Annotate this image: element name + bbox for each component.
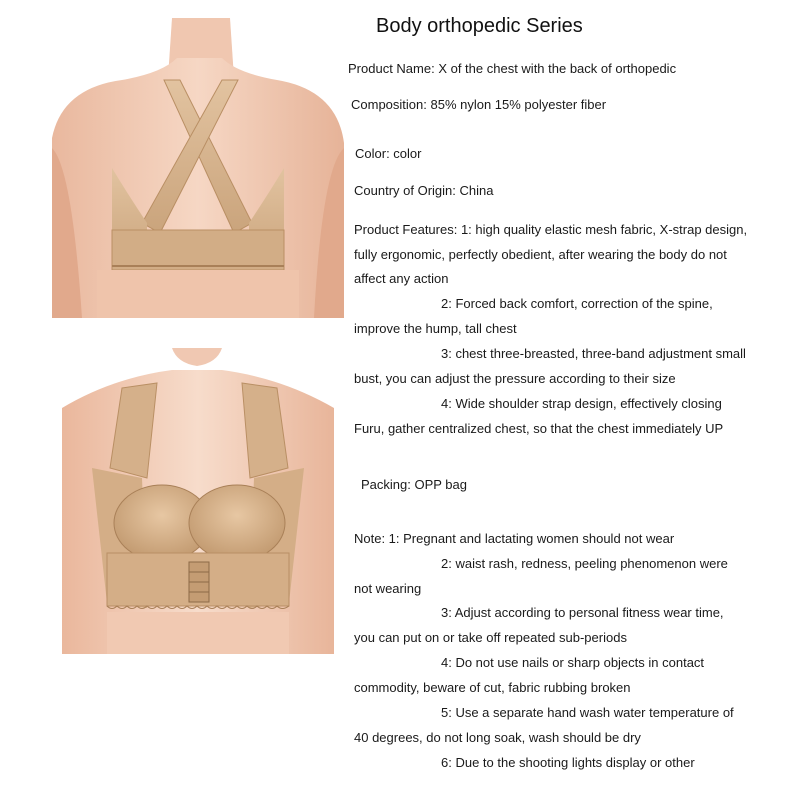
title: Body orthopedic Series [376, 15, 583, 37]
note-line-10: 6: Due to the shooting lights display or other [441, 755, 695, 770]
features-line-5: improve the hump, tall chest [354, 321, 517, 336]
features-line-2: fully ergonomic, perfectly obedient, after wearing the body do not [354, 247, 727, 262]
features-line-7: bust, you can adjust the pressure according to their size [354, 371, 676, 386]
packing-line: Packing: OPP bag [361, 477, 467, 492]
note-line-5: you can put on or take off repeated sub-periods [354, 630, 627, 645]
front-view-product-photo [52, 348, 344, 654]
note-line-3: not wearing [354, 581, 422, 596]
features-line-3: affect any action [354, 271, 449, 286]
color-line: Color: color [355, 146, 422, 161]
composition-line: Composition: 85% nylon 15% polyester fiber [351, 97, 607, 112]
features-line-1: Product Features: 1: high quality elastic mesh fabric, X-strap design, [354, 222, 748, 237]
country-line: Country of Origin: China [354, 183, 494, 198]
features-line-4: 2: Forced back comfort, correction of the spine, [441, 296, 713, 311]
note-line-8: 5: Use a separate hand wash water temperature of [441, 705, 734, 720]
features-line-6: 3: chest three-breasted, three-band adjustment small [441, 346, 746, 361]
note-line-9: 40 degrees, do not long soak, wash should be dry [354, 730, 641, 745]
note-line-7: commodity, beware of cut, fabric rubbing broken [354, 680, 631, 695]
note-line-6: 4: Do not use nails or sharp objects in contact [441, 655, 705, 670]
product-name-line: Product Name: X of the chest with the back of orthopedic [348, 61, 677, 76]
features-line-9: Furu, gather centralized chest, so that the chest immediately UP [354, 421, 724, 436]
features-line-8: 4: Wide shoulder strap design, effectively closing [441, 396, 722, 411]
note-line-4: 3: Adjust according to personal fitness wear time, [441, 605, 724, 620]
note-line-1: Note: 1: Pregnant and lactating women should not wear [354, 531, 675, 546]
note-line-2: 2: waist rash, redness, peeling phenomenon were [441, 556, 728, 571]
back-view-product-photo [52, 18, 344, 318]
